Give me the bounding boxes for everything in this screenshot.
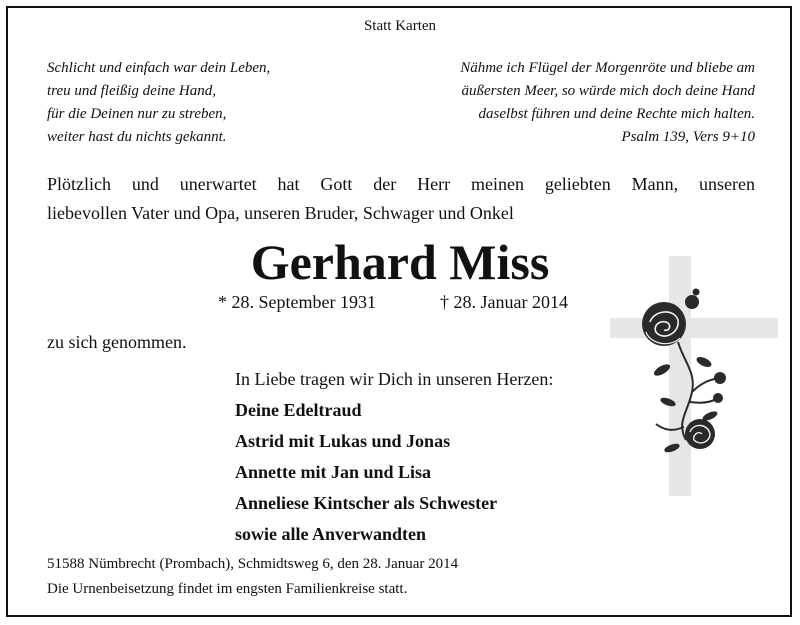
mourner-name: Anneliese Kintscher als Schwester <box>235 493 498 513</box>
deceased-name: Gerhard Miss <box>250 234 550 290</box>
mourners-list <box>235 364 553 550</box>
verse-right-line: äußersten Meer, so würde mich doch deine Hand <box>461 83 755 99</box>
rose-bud-icons <box>713 372 726 403</box>
header-statt-karten: Statt Karten <box>363 18 437 34</box>
announcement-text <box>47 170 755 228</box>
mourner-name: Astrid mit Lukas und Jonas <box>235 431 451 451</box>
verse-right <box>460 57 755 149</box>
address-line: 51588 Nümbrecht (Prombach), Schmidtsweg 6, den 28. Januar 2014 <box>47 556 459 572</box>
verse-left-line: treu und fleißig deine Hand, <box>47 83 216 99</box>
mourner-name: Annette mit Jan und Lisa <box>235 462 432 482</box>
verse-left-line: Schlicht und einfach war dein Leben, <box>47 60 271 76</box>
verse-left-line: weiter hast du nichts gekannt. <box>47 129 227 145</box>
burial-note: Die Urnenbeisetzung findet im engsten Familienkreise statt. <box>47 581 408 597</box>
verse-left-line: für die Deinen nur zu streben, <box>47 106 227 122</box>
mourners-intro: In Liebe tragen wir Dich in unseren Herzen: <box>235 369 554 389</box>
verse-right-line: Nähme ich Flügel der Morgenröte und bliebe am <box>460 60 755 76</box>
verse-right-line: daselbst führen und deine Rechte mich halten. <box>478 106 755 122</box>
closing-text: zu sich genommen. <box>47 332 187 352</box>
announcement-line: Plötzlich und unerwartet hat Gott der Herr meinen geliebten Mann, unseren <box>47 174 755 194</box>
rose-small-icon <box>685 419 715 449</box>
birth-date: * 28. September 1931 <box>218 292 376 312</box>
death-date: † 28. Januar 2014 <box>440 292 568 312</box>
mourner-name: sowie alle Anverwandten <box>235 524 426 544</box>
mourner-name: Deine Edeltraud <box>235 400 362 420</box>
cross-with-roses-icon <box>606 252 782 502</box>
announcement-line: liebevollen Vater und Opa, unseren Bruder, Schwager und Onkel <box>47 203 514 223</box>
verse-left <box>47 57 270 149</box>
footer <box>47 552 458 602</box>
psalm-citation: Psalm 139, Vers 9+10 <box>621 129 755 145</box>
